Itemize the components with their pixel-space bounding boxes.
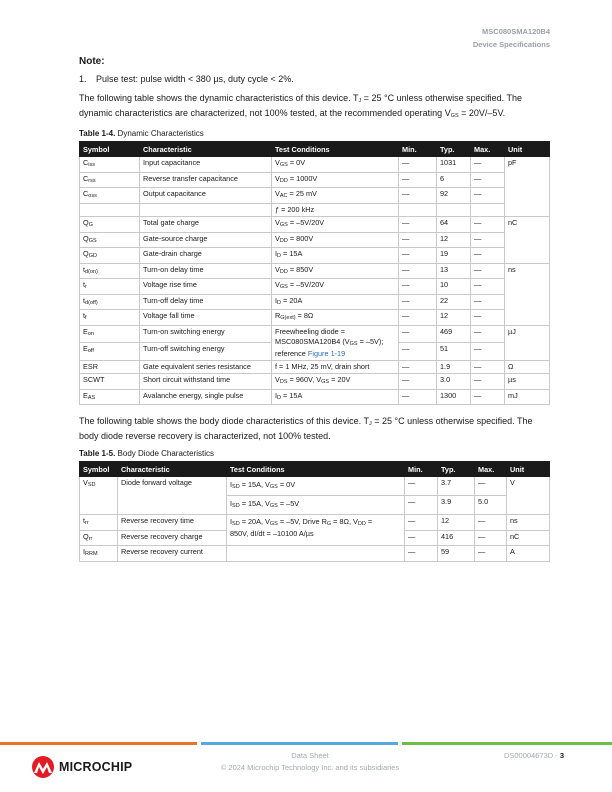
col-symbol: Symbol bbox=[80, 462, 118, 477]
dynamic-characteristics-table bbox=[79, 141, 550, 405]
note-item-text: Pulse test: pulse width < 380 µs, duty cycle < 2%. bbox=[96, 74, 294, 84]
microchip-logo bbox=[31, 756, 132, 778]
col-test-conditions: Test Conditions bbox=[272, 142, 399, 157]
table-row: $C_{oss}$ Output capacitance $V_{AC} = 25$ mV — 92 — bbox=[80, 188, 550, 204]
col-unit: Unit bbox=[507, 462, 550, 477]
table-row: $C_{iss}$ Input capacitance $V_{GS} = 0V$ — 1031 — pF bbox=[80, 157, 550, 173]
unit-uj: µJ bbox=[505, 325, 550, 360]
footer-doc-type: Data Sheet bbox=[291, 751, 329, 760]
table-row: $Q_{GS}$ Gate-source charge $V_{DD} = 800V$ — 12 — bbox=[80, 232, 550, 248]
header-part-number: MSC080SMA120B4 bbox=[482, 27, 550, 36]
table-header-row bbox=[80, 142, 550, 157]
col-symbol: Symbol bbox=[80, 142, 140, 157]
col-typ: Typ. bbox=[437, 142, 471, 157]
body-diode-table bbox=[79, 461, 550, 562]
logo-wordmark: MICROCHIP bbox=[59, 760, 133, 774]
page-number: 3 bbox=[559, 751, 564, 760]
col-max: Max. bbox=[475, 462, 507, 477]
note-title: Note: bbox=[79, 56, 105, 67]
table-row: $E_{AS}$ Avalanche energy, single pulse $I_D = 15A$ — 1300 — mJ bbox=[80, 389, 550, 405]
table-1-5-caption: Table 1-5. Body Diode Characteristics bbox=[79, 449, 215, 458]
page-content bbox=[79, 56, 549, 562]
footer-color-bars bbox=[0, 742, 612, 745]
table-row: $V_{SD}$ Diode forward voltage $I_{SD} = 15A$, $V_{GS} = 0V$ — 3.7 — V bbox=[80, 477, 550, 496]
footer-bar-orange bbox=[0, 742, 197, 745]
table-row: $t_{rr}$ Reverse recovery time $I_{SD} = 20A$, $V_{GS} = -5V$, Drive $R_G = 8\Omega$, $V_{DD}$ = 850V, dI/dt = –10100 A/µs — 12 — ns bbox=[80, 515, 550, 531]
table-row: $t_r$ Voltage rise time $V_{GS} = -5V/20V$ — 10 — bbox=[80, 279, 550, 295]
table-row: SCWT Short circuit withstand time $V_{DS} = 960V$, $V_{GS} = 20V$ — 3.0 — µs bbox=[80, 374, 550, 390]
table-row: $I_{RRM}$ Reverse recovery current — 59 — A bbox=[80, 546, 550, 562]
col-max: Max. bbox=[471, 142, 505, 157]
footer-copyright: © 2024 Microchip Technology Inc. and its subsidiaries bbox=[220, 763, 400, 772]
note-item bbox=[79, 73, 549, 85]
table-1-4-caption: Table 1-4. Dynamic Characteristics bbox=[79, 129, 204, 138]
table-row: $C_{rss}$ Reverse transfer capacitance $V_{DD} = 1000V$ — 6 — bbox=[80, 172, 550, 188]
table-row: ESR Gate equivalent series resistance f = 1 MHz, 25 mV, drain short — 1.9 — Ω bbox=[80, 360, 550, 374]
footer-doc-number: DS00004673D - 3 bbox=[503, 751, 564, 760]
table-row: $E_{off}$ Turn-off switching energy — 51 — bbox=[80, 342, 550, 360]
col-unit: Unit bbox=[505, 142, 550, 157]
footer-bar-blue bbox=[201, 742, 398, 745]
table-row: $I_{SD} = 15A$, $V_{GS} = -5V$ — 3.9 5.0 bbox=[80, 496, 550, 515]
body-diode-intro-paragraph: The following table shows the body diode characteristics of this device. $T_J = 25$ °C unless otherwise specified. The body diode reverse recovery is characterized, not 100% tested. bbox=[79, 416, 533, 441]
unit-pf: pF bbox=[505, 157, 550, 217]
table-row: ƒ = 200 kHz bbox=[80, 203, 550, 217]
table-row: $Q_G$ Total gate charge $V_{GS} = -5V/20V$ — 64 — nC bbox=[80, 217, 550, 233]
table-row: $t_f$ Voltage fall time $R_{G(ext)} = 8\Omega$ — 12 — bbox=[80, 310, 550, 326]
col-min: Min. bbox=[405, 462, 438, 477]
col-characteristic: Characteristic bbox=[118, 462, 227, 477]
unit-ns: ns bbox=[505, 263, 550, 325]
note-item-number: 1. bbox=[79, 74, 87, 84]
table-row: $Q_{rr}$ Reverse recovery charge — 416 — nC bbox=[80, 530, 550, 546]
dynamic-intro-paragraph: The following table shows the dynamic characteristics of this device. $T_J = 25$ °C unless otherwise specified. The dynamic characteristics are characterized, not 100% tested, at the recommended operating $V_{GS} = 20V/-5V$. bbox=[79, 93, 522, 119]
col-test-conditions: Test Conditions bbox=[227, 462, 405, 477]
footer-bar-green bbox=[402, 742, 612, 745]
table-row: $E_{on}$ Turn-on switching energy Freewheeling diode = MSC080SMA120B4 $(V_{GS} = -5V)$; reference Figure 1-19 — 469 — µJ bbox=[80, 325, 550, 342]
table-row: $t_{d(on)}$ Turn-on delay time $V_{DD} = 850V$ — 13 — ns bbox=[80, 263, 550, 279]
figure-1-19-link[interactable]: Figure 1-19 bbox=[307, 348, 346, 358]
col-characteristic: Characteristic bbox=[140, 142, 272, 157]
table-row: $t_{d(off)}$ Turn-off delay time $I_D = 20A$ — 22 — bbox=[80, 294, 550, 310]
col-min: Min. bbox=[399, 142, 437, 157]
header-section: Device Specifications bbox=[472, 40, 550, 49]
microchip-logo-icon bbox=[31, 756, 55, 778]
col-typ: Typ. bbox=[438, 462, 475, 477]
table-row: $Q_{GD}$ Gate-drain charge $I_D = 15A$ — 19 — bbox=[80, 248, 550, 264]
unit-nc: nC bbox=[505, 217, 550, 264]
table-header-row bbox=[80, 462, 550, 477]
